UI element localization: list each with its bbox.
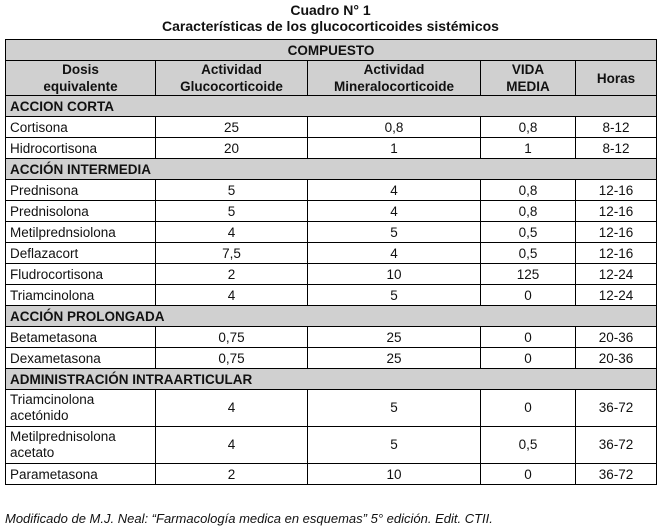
gluco-activity-cell: 0,75	[156, 348, 308, 369]
hours-cell: 12-16	[576, 180, 657, 201]
glucocorticoid-table	[5, 39, 657, 485]
col-header-half-life-line2: MEDIA	[506, 79, 550, 94]
drug-name: Fludrocortisona	[10, 266, 104, 282]
half-life-cell: 1	[481, 138, 576, 159]
drug-name-cell	[6, 348, 156, 369]
drug-name-cell	[6, 427, 156, 464]
mineral-activity-cell: 4	[308, 243, 481, 264]
table-row	[6, 327, 657, 348]
hours-cell: 8-12	[576, 117, 657, 138]
gluco-activity-cell: 4	[156, 390, 308, 427]
hours-cell: 36-72	[576, 464, 657, 485]
table-row	[6, 117, 657, 138]
gluco-activity-cell: 0,75	[156, 327, 308, 348]
section-row	[6, 159, 657, 180]
half-life-cell: 0,5	[481, 427, 576, 464]
col-header-half-life	[481, 61, 576, 96]
col-header-dose	[6, 61, 156, 96]
table-row	[6, 264, 657, 285]
half-life-cell: 125	[481, 264, 576, 285]
col-header-gluco	[156, 61, 308, 96]
half-life-cell: 0,8	[481, 117, 576, 138]
drug-name: Triamcinolona	[10, 287, 95, 303]
mineral-activity-cell: 4	[308, 180, 481, 201]
drug-name-cell	[6, 117, 156, 138]
mineral-activity-cell: 10	[308, 264, 481, 285]
gluco-activity-cell: 25	[156, 117, 308, 138]
section-row	[6, 96, 657, 117]
mineral-activity-cell: 5	[308, 390, 481, 427]
mineral-activity-cell: 25	[308, 327, 481, 348]
drug-name: Dexametasona	[10, 350, 101, 366]
gluco-activity-cell: 4	[156, 285, 308, 306]
mineral-activity-cell: 5	[308, 222, 481, 243]
half-life-cell: 0	[481, 464, 576, 485]
drug-name-cell	[6, 327, 156, 348]
drug-name: Hidrocortisona	[10, 140, 98, 156]
half-life-cell: 0,8	[481, 201, 576, 222]
drug-name: Prednisona	[10, 182, 79, 198]
drug-name: Cortisona	[10, 119, 68, 135]
drug-name: Triamcinolona	[10, 392, 95, 407]
col-header-dose-line2: equivalente	[43, 79, 118, 94]
section-title: ADMINISTRACIÓN INTRAARTICULAR	[6, 369, 657, 390]
drug-name-suffix: acetato	[10, 445, 55, 460]
drug-name-cell	[6, 180, 156, 201]
half-life-cell: 0	[481, 390, 576, 427]
mineral-activity-cell: 10	[308, 464, 481, 485]
col-header-dose-line1: Dosis	[62, 62, 99, 77]
hours-cell: 20-36	[576, 348, 657, 369]
gluco-activity-cell: 20	[156, 138, 308, 159]
drug-name: Metilprednsiolona	[10, 224, 116, 240]
hours-cell: 12-24	[576, 264, 657, 285]
col-header-half-life-line1: VIDA	[511, 62, 545, 77]
section-title: ACCIÓN PROLONGADA	[6, 306, 657, 327]
drug-name: Parametasona	[10, 466, 98, 482]
drug-name-suffix: acetónido	[10, 408, 69, 423]
section-row	[6, 369, 657, 390]
section-title: ACCIÓN INTERMEDIA	[6, 159, 657, 180]
drug-name: Betametasona	[10, 329, 98, 345]
mineral-activity-cell: 5	[308, 285, 481, 306]
drug-name: Metilprednisolona	[10, 429, 116, 444]
compound-header: COMPUESTO	[6, 40, 657, 61]
hours-cell: 36-72	[576, 427, 657, 464]
table-row	[6, 464, 657, 485]
table-row	[6, 222, 657, 243]
drug-name-cell	[6, 464, 156, 485]
gluco-activity-cell: 7,5	[156, 243, 308, 264]
col-header-mineral	[308, 61, 481, 96]
half-life-cell: 0,5	[481, 243, 576, 264]
table-title: Características de los glucocorticoides sistémicos	[162, 18, 499, 34]
gluco-activity-cell: 4	[156, 427, 308, 464]
gluco-activity-cell: 5	[156, 180, 308, 201]
hours-cell: 12-16	[576, 222, 657, 243]
drug-name: Deflazacort	[10, 245, 79, 261]
table-row	[6, 348, 657, 369]
table-row	[6, 201, 657, 222]
drug-name-cell	[6, 390, 156, 427]
mineral-activity-cell: 0,8	[308, 117, 481, 138]
mineral-activity-cell: 25	[308, 348, 481, 369]
hours-cell: 36-72	[576, 390, 657, 427]
mineral-activity-cell: 1	[308, 138, 481, 159]
table-row	[6, 243, 657, 264]
drug-name-cell	[6, 201, 156, 222]
col-header-mineral-line2: Mineralocorticoide	[333, 79, 455, 94]
col-header-gluco-line2: Glucocorticoide	[180, 79, 283, 94]
gluco-activity-cell: 2	[156, 264, 308, 285]
source-caption: Modificado de M.J. Neal: “Farmacología medica en esquemas” 5° edición. Edit. CTII.	[5, 511, 493, 526]
drug-name-cell	[6, 285, 156, 306]
col-header-gluco-line1: Actividad	[201, 62, 262, 77]
hours-cell: 20-36	[576, 327, 657, 348]
drug-name-cell	[6, 138, 156, 159]
table-row	[6, 285, 657, 306]
drug-name: Prednisolona	[10, 203, 89, 219]
half-life-cell: 0,5	[481, 222, 576, 243]
table-row	[6, 427, 657, 464]
column-header-row	[6, 61, 657, 96]
mineral-activity-cell: 5	[308, 427, 481, 464]
gluco-activity-cell: 5	[156, 201, 308, 222]
table-row	[6, 390, 657, 427]
drug-name-cell	[6, 243, 156, 264]
section-title: ACCION CORTA	[6, 96, 657, 117]
table-number-title: Cuadro N° 1	[290, 2, 371, 18]
hours-cell: 12-16	[576, 243, 657, 264]
half-life-cell: 0,8	[481, 180, 576, 201]
half-life-cell: 0	[481, 348, 576, 369]
gluco-activity-cell: 4	[156, 222, 308, 243]
col-header-hours: Horas	[576, 61, 657, 96]
drug-name-cell	[6, 264, 156, 285]
table-row	[6, 180, 657, 201]
gluco-activity-cell: 2	[156, 464, 308, 485]
half-life-cell: 0	[481, 285, 576, 306]
section-row	[6, 306, 657, 327]
hours-cell: 8-12	[576, 138, 657, 159]
mineral-activity-cell: 4	[308, 201, 481, 222]
col-header-mineral-line1: Actividad	[363, 62, 425, 77]
table-row	[6, 138, 657, 159]
hours-cell: 12-16	[576, 201, 657, 222]
hours-cell: 12-24	[576, 285, 657, 306]
table-body	[6, 96, 657, 485]
drug-name-cell	[6, 222, 156, 243]
half-life-cell: 0	[481, 327, 576, 348]
compound-header-row	[6, 40, 657, 61]
